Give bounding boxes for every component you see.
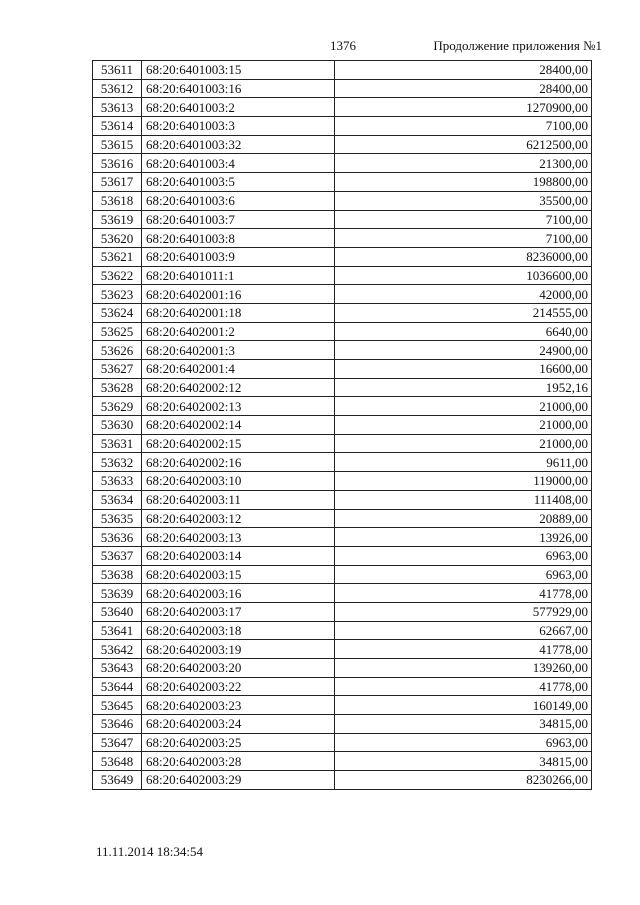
table-row <box>93 135 592 154</box>
table-row <box>93 696 592 715</box>
cadastral-number-cell: 68:20:6402003:16 <box>142 584 335 603</box>
row-number-cell: 53631 <box>93 434 142 453</box>
cadastral-number-cell: 68:20:6402001:4 <box>142 360 335 379</box>
table-row <box>93 247 592 266</box>
cadastral-value-cell: 6963,00 <box>335 565 592 584</box>
row-number-cell: 53625 <box>93 322 142 341</box>
cadastral-value-cell: 13926,00 <box>335 528 592 547</box>
table-row <box>93 61 592 80</box>
row-number-cell: 53647 <box>93 733 142 752</box>
running-title: Продолжение приложения №1 <box>433 38 602 53</box>
cadastral-value-cell: 28400,00 <box>335 61 592 80</box>
table-row <box>93 472 592 491</box>
cadastral-number-cell: 68:20:6402003:20 <box>142 659 335 678</box>
cadastral-value-cell: 8230266,00 <box>335 771 592 790</box>
row-number-cell: 53612 <box>93 79 142 98</box>
cadastral-number-cell: 68:20:6401003:4 <box>142 154 335 173</box>
cadastral-number-cell: 68:20:6401003:16 <box>142 79 335 98</box>
table-row <box>93 752 592 771</box>
cadastral-number-cell: 68:20:6401003:2 <box>142 98 335 117</box>
cadastral-value-cell: 21000,00 <box>335 416 592 435</box>
table-row <box>93 715 592 734</box>
cadastral-number-cell: 68:20:6402002:16 <box>142 453 335 472</box>
cadastral-value-cell: 214555,00 <box>335 303 592 322</box>
row-number-cell: 53644 <box>93 677 142 696</box>
cadastral-value-cell: 6963,00 <box>335 546 592 565</box>
table-row <box>93 191 592 210</box>
table-row <box>93 584 592 603</box>
row-number-cell: 53619 <box>93 210 142 229</box>
table-row <box>93 677 592 696</box>
cadastral-value-cell: 1952,16 <box>335 378 592 397</box>
table-row <box>93 266 592 285</box>
cadastral-value-cell: 21000,00 <box>335 434 592 453</box>
cadastral-number-cell: 68:20:6401003:7 <box>142 210 335 229</box>
table-row <box>93 397 592 416</box>
cadastral-value-cell: 119000,00 <box>335 472 592 491</box>
table-row <box>93 285 592 304</box>
row-number-cell: 53646 <box>93 715 142 734</box>
cadastral-number-cell: 68:20:6402003:19 <box>142 640 335 659</box>
cadastral-value-cell: 7100,00 <box>335 229 592 248</box>
table-row <box>93 210 592 229</box>
cadastral-value-cell: 41778,00 <box>335 640 592 659</box>
cadastral-value-cell: 21300,00 <box>335 154 592 173</box>
row-number-cell: 53640 <box>93 602 142 621</box>
cadastral-number-cell: 68:20:6402003:25 <box>142 733 335 752</box>
cadastral-value-cell: 577929,00 <box>335 602 592 621</box>
cadastral-number-cell: 68:20:6402002:15 <box>142 434 335 453</box>
table-row <box>93 509 592 528</box>
table-row <box>93 771 592 790</box>
row-number-cell: 53624 <box>93 303 142 322</box>
cadastral-value-cell: 24900,00 <box>335 341 592 360</box>
cadastral-number-cell: 68:20:6402003:14 <box>142 546 335 565</box>
cadastral-value-cell: 41778,00 <box>335 677 592 696</box>
cadastral-number-cell: 68:20:6402003:10 <box>142 472 335 491</box>
cadastral-value-cell: 8236000,00 <box>335 247 592 266</box>
cadastral-value-cell: 160149,00 <box>335 696 592 715</box>
table-row <box>93 322 592 341</box>
cadastral-number-cell: 68:20:6402003:28 <box>142 752 335 771</box>
table-row <box>93 303 592 322</box>
row-number-cell: 53628 <box>93 378 142 397</box>
table-row <box>93 565 592 584</box>
cadastral-number-cell: 68:20:6401003:5 <box>142 173 335 192</box>
row-number-cell: 53618 <box>93 191 142 210</box>
table-row <box>93 434 592 453</box>
cadastral-number-cell: 68:20:6402002:14 <box>142 416 335 435</box>
cadastral-number-cell: 68:20:6401003:6 <box>142 191 335 210</box>
cadastral-number-cell: 68:20:6402003:13 <box>142 528 335 547</box>
row-number-cell: 53611 <box>93 61 142 80</box>
cadastral-number-cell: 68:20:6402002:12 <box>142 378 335 397</box>
row-number-cell: 53622 <box>93 266 142 285</box>
table-row <box>93 173 592 192</box>
row-number-cell: 53636 <box>93 528 142 547</box>
table-row <box>93 79 592 98</box>
cadastral-value-cell: 42000,00 <box>335 285 592 304</box>
row-number-cell: 53623 <box>93 285 142 304</box>
cadastral-number-cell: 68:20:6402003:17 <box>142 602 335 621</box>
row-number-cell: 53648 <box>93 752 142 771</box>
cadastral-value-cell: 62667,00 <box>335 621 592 640</box>
cadastral-value-cell: 21000,00 <box>335 397 592 416</box>
row-number-cell: 53613 <box>93 98 142 117</box>
row-number-cell: 53634 <box>93 490 142 509</box>
row-number-cell: 53639 <box>93 584 142 603</box>
table-body <box>93 61 592 790</box>
cadastral-value-cell: 20889,00 <box>335 509 592 528</box>
cadastral-value-cell: 34815,00 <box>335 715 592 734</box>
cadastral-value-cell: 7100,00 <box>335 210 592 229</box>
cadastral-number-cell: 68:20:6401003:3 <box>142 117 335 136</box>
cadastral-number-cell: 68:20:6401003:32 <box>142 135 335 154</box>
table-row <box>93 453 592 472</box>
cadastral-number-cell: 68:20:6401003:8 <box>142 229 335 248</box>
table-row <box>93 546 592 565</box>
registry-table <box>92 60 592 790</box>
cadastral-number-cell: 68:20:6402003:24 <box>142 715 335 734</box>
cadastral-number-cell: 68:20:6402003:12 <box>142 509 335 528</box>
row-number-cell: 53626 <box>93 341 142 360</box>
table-row <box>93 229 592 248</box>
cadastral-value-cell: 9611,00 <box>335 453 592 472</box>
cadastral-number-cell: 68:20:6402003:11 <box>142 490 335 509</box>
table-row <box>93 416 592 435</box>
row-number-cell: 53642 <box>93 640 142 659</box>
row-number-cell: 53616 <box>93 154 142 173</box>
cadastral-value-cell: 41778,00 <box>335 584 592 603</box>
row-number-cell: 53638 <box>93 565 142 584</box>
table-row <box>93 528 592 547</box>
cadastral-value-cell: 6963,00 <box>335 733 592 752</box>
row-number-cell: 53615 <box>93 135 142 154</box>
cadastral-value-cell: 1270900,00 <box>335 98 592 117</box>
cadastral-number-cell: 68:20:6402001:3 <box>142 341 335 360</box>
cadastral-number-cell: 68:20:6402003:22 <box>142 677 335 696</box>
table-row <box>93 621 592 640</box>
row-number-cell: 53614 <box>93 117 142 136</box>
cadastral-number-cell: 68:20:6401003:9 <box>142 247 335 266</box>
cadastral-number-cell: 68:20:6402003:18 <box>142 621 335 640</box>
cadastral-number-cell: 68:20:6402001:2 <box>142 322 335 341</box>
table-row <box>93 602 592 621</box>
table-row <box>93 117 592 136</box>
cadastral-value-cell: 111408,00 <box>335 490 592 509</box>
table-row <box>93 640 592 659</box>
row-number-cell: 53621 <box>93 247 142 266</box>
cadastral-value-cell: 1036600,00 <box>335 266 592 285</box>
cadastral-number-cell: 68:20:6402001:16 <box>142 285 335 304</box>
table-row <box>93 378 592 397</box>
row-number-cell: 53632 <box>93 453 142 472</box>
row-number-cell: 53649 <box>93 771 142 790</box>
cadastral-value-cell: 198800,00 <box>335 173 592 192</box>
row-number-cell: 53641 <box>93 621 142 640</box>
row-number-cell: 53635 <box>93 509 142 528</box>
cadastral-number-cell: 68:20:6402003:29 <box>142 771 335 790</box>
table-row <box>93 341 592 360</box>
row-number-cell: 53637 <box>93 546 142 565</box>
row-number-cell: 53645 <box>93 696 142 715</box>
row-number-cell: 53630 <box>93 416 142 435</box>
cadastral-number-cell: 68:20:6402003:15 <box>142 565 335 584</box>
cadastral-number-cell: 68:20:6402002:13 <box>142 397 335 416</box>
row-number-cell: 53627 <box>93 360 142 379</box>
cadastral-number-cell: 68:20:6402001:18 <box>142 303 335 322</box>
row-number-cell: 53633 <box>93 472 142 491</box>
cadastral-value-cell: 35500,00 <box>335 191 592 210</box>
cadastral-number-cell: 68:20:6401003:15 <box>142 61 335 80</box>
cadastral-value-cell: 6640,00 <box>335 322 592 341</box>
row-number-cell: 53643 <box>93 659 142 678</box>
table-row <box>93 98 592 117</box>
print-timestamp: 11.11.2014 18:34:54 <box>96 844 204 859</box>
cadastral-value-cell: 6212500,00 <box>335 135 592 154</box>
cadastral-value-cell: 34815,00 <box>335 752 592 771</box>
cadastral-number-cell: 68:20:6401011:1 <box>142 266 335 285</box>
cadastral-value-cell: 16600,00 <box>335 360 592 379</box>
table-row <box>93 154 592 173</box>
cadastral-value-cell: 7100,00 <box>335 117 592 136</box>
table-row <box>93 733 592 752</box>
row-number-cell: 53617 <box>93 173 142 192</box>
cadastral-number-cell: 68:20:6402003:23 <box>142 696 335 715</box>
cadastral-value-cell: 28400,00 <box>335 79 592 98</box>
row-number-cell: 53629 <box>93 397 142 416</box>
row-number-cell: 53620 <box>93 229 142 248</box>
table-row <box>93 490 592 509</box>
table-row <box>93 360 592 379</box>
table-row <box>93 659 592 678</box>
page-number: 1376 <box>330 38 356 53</box>
cadastral-value-cell: 139260,00 <box>335 659 592 678</box>
